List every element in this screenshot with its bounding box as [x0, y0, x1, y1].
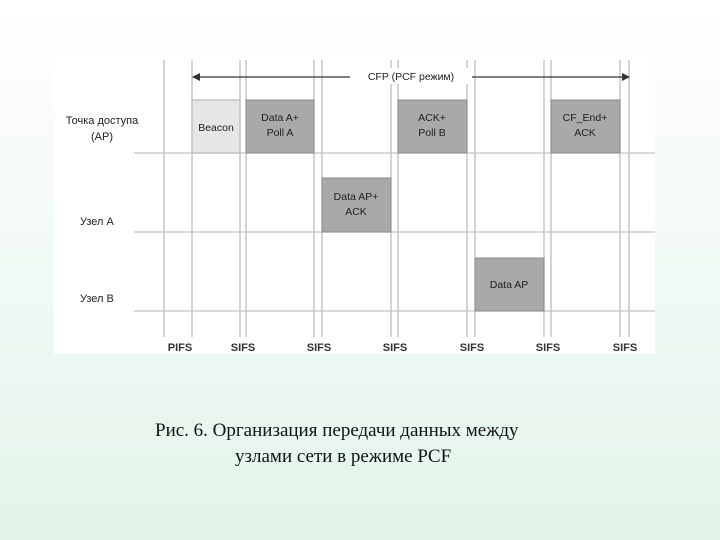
ifs-label: SIFS — [382, 342, 408, 354]
ifs-label: SIFS — [230, 342, 256, 354]
ifs-label: SIFS — [459, 342, 485, 354]
frame-data-ap-ack-line1: Data AP+ — [333, 191, 379, 203]
row-label-ap-line1: Точка доступа — [65, 115, 139, 127]
ifs-label: SIFS — [535, 342, 561, 354]
frame-data-a-line1: Data A+ — [261, 112, 299, 124]
frame-ack-poll-b-line1: ACK+ — [418, 112, 446, 124]
frame-beacon-label: Beacon — [198, 122, 234, 134]
ifs-label: SIFS — [612, 342, 638, 354]
frame-data-ap-ack — [322, 178, 391, 232]
frame-data-a-line2: Poll A — [266, 127, 294, 139]
cfp-span-arrow — [192, 68, 630, 84]
cfp-label: CFP (PCF режим) — [367, 71, 455, 83]
row-label-ap-line2: (AP) — [91, 131, 113, 143]
frame-cf-end-line1: CF_End+ — [562, 112, 608, 124]
figure-caption — [80, 418, 700, 470]
ifs-label: PIFS — [167, 342, 193, 354]
row-label-node-a: Узел A — [80, 216, 114, 228]
frame-beacon — [192, 100, 240, 153]
row-label-node-b: Узел B — [80, 293, 114, 305]
frame-data-ap-label: Data AP — [489, 279, 529, 291]
frame-data-ap — [475, 258, 544, 311]
caption-line-2: узлами сети в режиме PCF — [235, 446, 452, 467]
frame-cf-end-ack — [551, 100, 620, 153]
ifs-labels — [168, 342, 637, 354]
ifs-label: SIFS — [306, 342, 332, 354]
frame-cf-end-line2: ACK — [574, 127, 596, 139]
frame-data-ap-ack-line2: ACK — [345, 206, 367, 218]
pcf-timing-diagram — [54, 50, 655, 354]
caption-line-1: Рис. 6. Организация передачи данных между — [155, 420, 519, 441]
row-baselines — [134, 153, 655, 311]
frame-ack-poll-b — [398, 100, 467, 153]
frame-ack-poll-b-line2: Poll B — [418, 127, 446, 139]
frame-data-a-poll-a — [246, 100, 314, 153]
